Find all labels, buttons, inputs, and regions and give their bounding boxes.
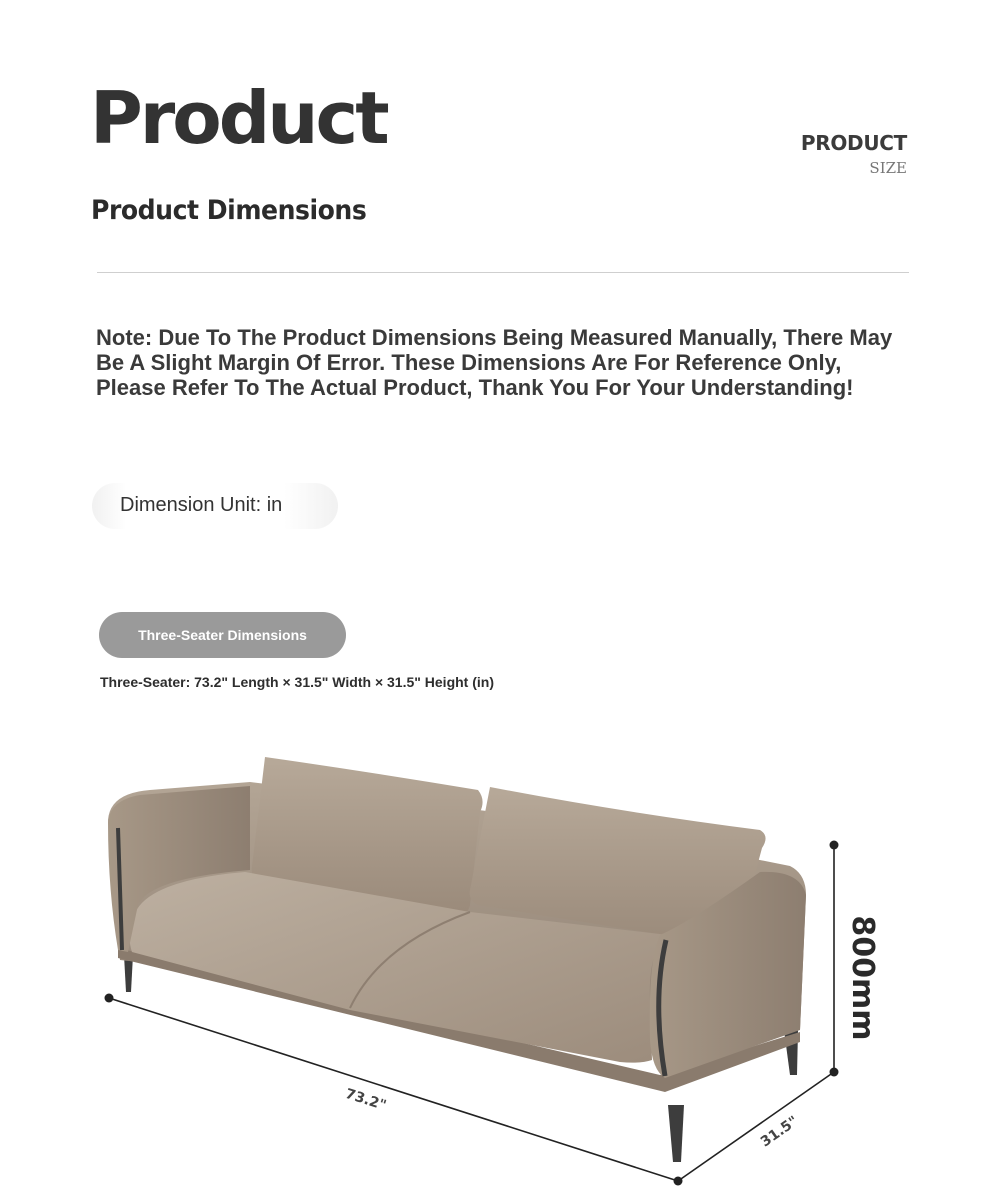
height-dimension-label: 800mm	[845, 915, 880, 1041]
divider	[97, 272, 909, 273]
width-dimension-label: 31.5"	[757, 1113, 802, 1151]
page-title: Product	[90, 76, 387, 160]
three-seater-dimensions-button[interactable]: Three-Seater Dimensions	[99, 612, 346, 658]
length-dimension-label: 73.2"	[343, 1085, 389, 1114]
section-subtitle: Product Dimensions	[91, 195, 367, 226]
three-seater-dimensions-text: Three-Seater: 73.2" Length × 31.5" Width × 31.5" Height (in)	[100, 674, 494, 690]
measurement-note: Note: Due To The Product Dimensions Being Measured Manually, There May Be A Slight Margin Of Error. These Dimensions Are For Reference Only, Please Refer To The Actual Product, Thank You For Your Understanding!	[96, 325, 893, 400]
side-label-product: PRODUCT	[800, 131, 907, 155]
sofa-dimension-diagram	[0, 740, 1000, 1191]
side-label-size: SIZE	[869, 159, 907, 177]
dimension-unit-label: Dimension Unit: in	[120, 494, 283, 516]
